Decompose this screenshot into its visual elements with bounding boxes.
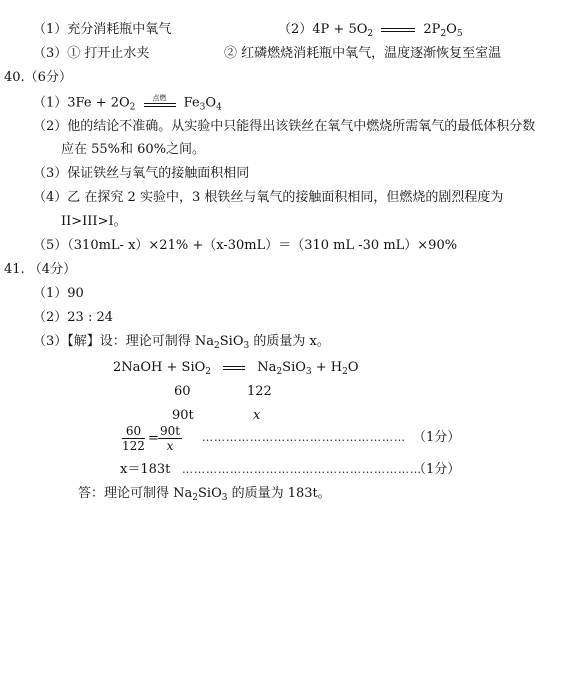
mass-left: 60	[174, 384, 191, 399]
fraction-left: $\frac{60}{122}$	[122, 424, 145, 453]
equals-bar-icon	[381, 23, 415, 37]
q39-part1: （1）充分消耗瓶中氧气	[33, 22, 172, 37]
dots-leader-1: ……………………………………………	[202, 431, 406, 444]
dots-leader-2: ……………………………………………………	[182, 463, 422, 476]
q40-part4-line2: II>III>I。	[61, 214, 127, 229]
q39-part3-b: ② 红磷燃烧消耗瓶中氧气，温度逐渐恢复至室温	[224, 46, 502, 61]
given-right: x	[253, 408, 261, 423]
mass-right: 122	[247, 384, 272, 399]
q41-part2: （2）23 : 24	[33, 310, 113, 325]
q40-part3: （3）保证铁丝与氧气的接触面积相同	[33, 166, 250, 181]
q40-part1-equation: $(1)3Fe + 2O_2$ 点燃 $Fe_3O_4$	[33, 94, 222, 113]
q41-header: 41. （4分）	[4, 262, 77, 277]
q40-header: 40.（6分）	[4, 70, 72, 85]
q39-part2-equation: $(2)4P + 5O_2$ $2P_2O_5$	[278, 22, 463, 39]
q40-part5: （5）（310mL- x）×21% +（x-30mL）＝（310 mL -30 mL）×90%	[33, 238, 458, 253]
result-line: x＝183t	[120, 462, 171, 477]
q40-part4-line1: （4）乙 在探究 2 实验中，3 根铁丝与氧气的接触面积相同，但燃烧的剧烈程度为	[33, 190, 504, 205]
q39-part3-a: （3）① 打开止水夹	[33, 46, 150, 61]
score-2: （1分）	[413, 462, 461, 477]
q41-part3-heading: （3）【解】设：理论可制得 $Na_2SiO_3$ 的质量为 x。	[33, 334, 330, 351]
equals-bar-icon	[223, 361, 245, 375]
fraction-right: $\frac{90t}{x}$	[160, 424, 181, 453]
equals-sign: =	[148, 431, 159, 446]
q40-part2-line1: （2）他的结论不准确。从实验中只能得出该铁丝在氧气中燃烧所需氧气的最低体积分数	[33, 119, 536, 134]
score-1: （1分）	[413, 430, 461, 445]
given-left: 90t	[172, 408, 194, 423]
q41-part1: （1）90	[33, 286, 84, 301]
reaction-arrow-icon: 点燃	[144, 94, 176, 112]
q40-part2-line2: 应在 55%和 60%之间。	[61, 142, 206, 157]
q41-reaction-equation: 2NaOH + SiO$_2$ $Na_2SiO_3 + H_2O$	[113, 360, 359, 377]
answer-line: 答：理论可制得 $Na_2SiO_3$ 的质量为 183t。	[78, 486, 331, 503]
